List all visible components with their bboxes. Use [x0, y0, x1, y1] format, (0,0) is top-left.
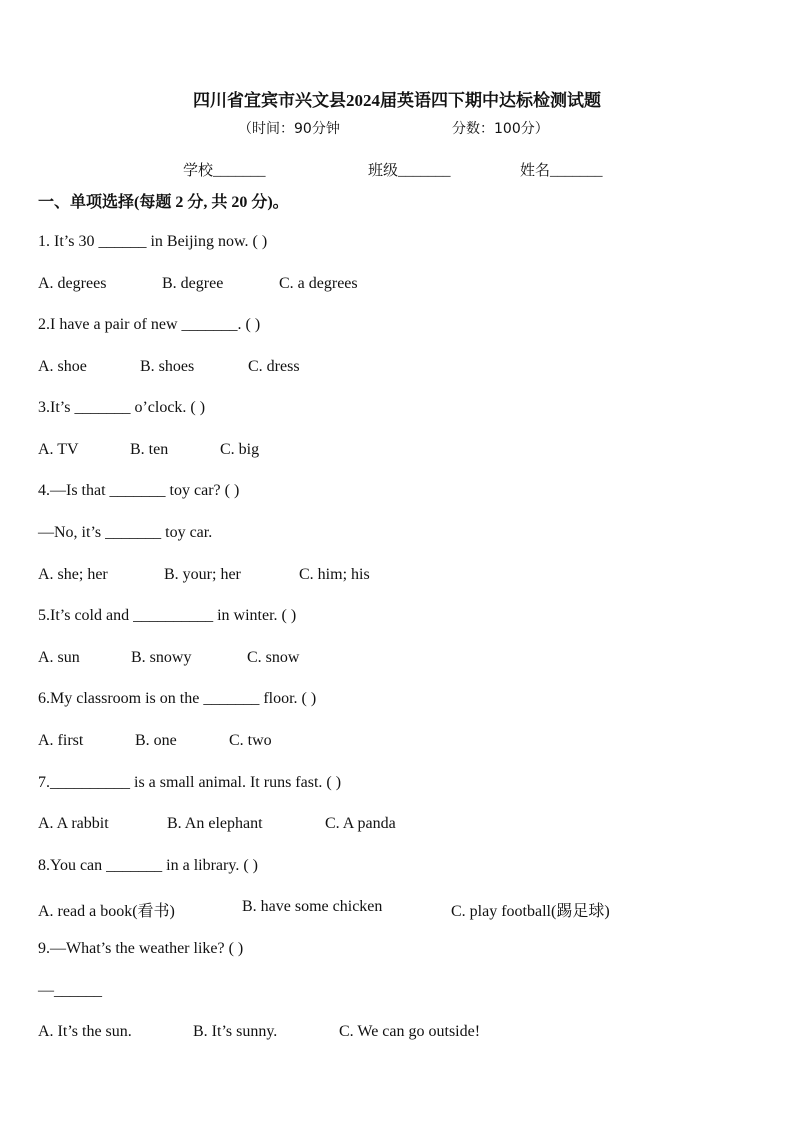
question-5-option-c: C. snow — [247, 649, 300, 666]
class-field: 班级_______ — [368, 163, 451, 179]
question-5-option-a: A. sun — [38, 649, 80, 666]
page-title: 四川省宜宾市兴文县2024届英语四下期中达标检测试题 — [193, 91, 601, 110]
question-3-option-c: C. big — [220, 441, 260, 458]
question-1-stem: 1. It’s 30 ______ in Beijing now. ( ) — [38, 233, 268, 250]
name-field: 姓名_______ — [520, 163, 603, 179]
total-score: 分数：100分） — [452, 121, 549, 137]
question-9-option-b: B. It’s sunny. — [193, 1023, 278, 1040]
question-2-option-c: C. dress — [248, 358, 300, 375]
question-1-option-b: B. degree — [162, 275, 224, 292]
question-2-option-b: B. shoes — [140, 358, 195, 375]
question-8-option-c: C. play football(踢足球) — [451, 903, 610, 920]
question-7-option-b: B. An elephant — [167, 815, 263, 832]
question-1-option-c: C. a degrees — [279, 275, 358, 292]
question-7-stem: 7.__________ is a small animal. It runs fast. ( ) — [38, 774, 342, 791]
question-7-option-c: C. A panda — [325, 815, 396, 832]
question-7-option-a: A. A rabbit — [38, 815, 109, 832]
question-9-option-a: A. It’s the sun. — [38, 1023, 132, 1040]
school-field: 学校_______ — [183, 163, 266, 179]
question-8-option-b: B. have some chicken — [242, 898, 383, 915]
question-3-stem: 3.It’s _______ o’clock. ( ) — [38, 399, 206, 416]
question-3-option-b: B. ten — [130, 441, 169, 458]
question-6-option-b: B. one — [135, 732, 177, 749]
question-4-option-a: A. she; her — [38, 566, 108, 583]
question-2-option-a: A. shoe — [38, 358, 87, 375]
question-5-stem: 5.It’s cold and __________ in winter. ( ) — [38, 607, 297, 624]
question-1-option-a: A. degrees — [38, 275, 107, 292]
question-9-stem: 9.—What’s the weather like? ( ) — [38, 940, 244, 957]
question-8-stem: 8.You can _______ in a library. ( ) — [38, 857, 258, 874]
question-8-option-a: A. read a book(看书) — [38, 903, 175, 920]
question-2-stem: 2.I have a pair of new _______. ( ) — [38, 316, 261, 333]
question-4-option-c: C. him; his — [299, 566, 370, 583]
question-5-option-b: B. snowy — [131, 649, 192, 666]
question-6-option-a: A. first — [38, 732, 84, 749]
question-6-stem: 6.My classroom is on the _______ floor. ( ) — [38, 690, 317, 707]
question-9-response: —______ — [38, 982, 102, 999]
question-3-option-a: A. TV — [38, 441, 79, 458]
time-limit: （时间：90分钟 — [238, 121, 340, 137]
question-6-option-c: C. two — [229, 732, 272, 749]
question-9-option-c: C. We can go outside! — [339, 1023, 481, 1040]
section-heading: 一、单项选择(每题 2 分, 共 20 分)。 — [38, 194, 289, 211]
question-4-option-b: B. your; her — [164, 566, 241, 583]
question-4-stem: 4.—Is that _______ toy car? ( ) — [38, 482, 240, 499]
question-4-response: —No, it’s _______ toy car. — [38, 524, 213, 541]
